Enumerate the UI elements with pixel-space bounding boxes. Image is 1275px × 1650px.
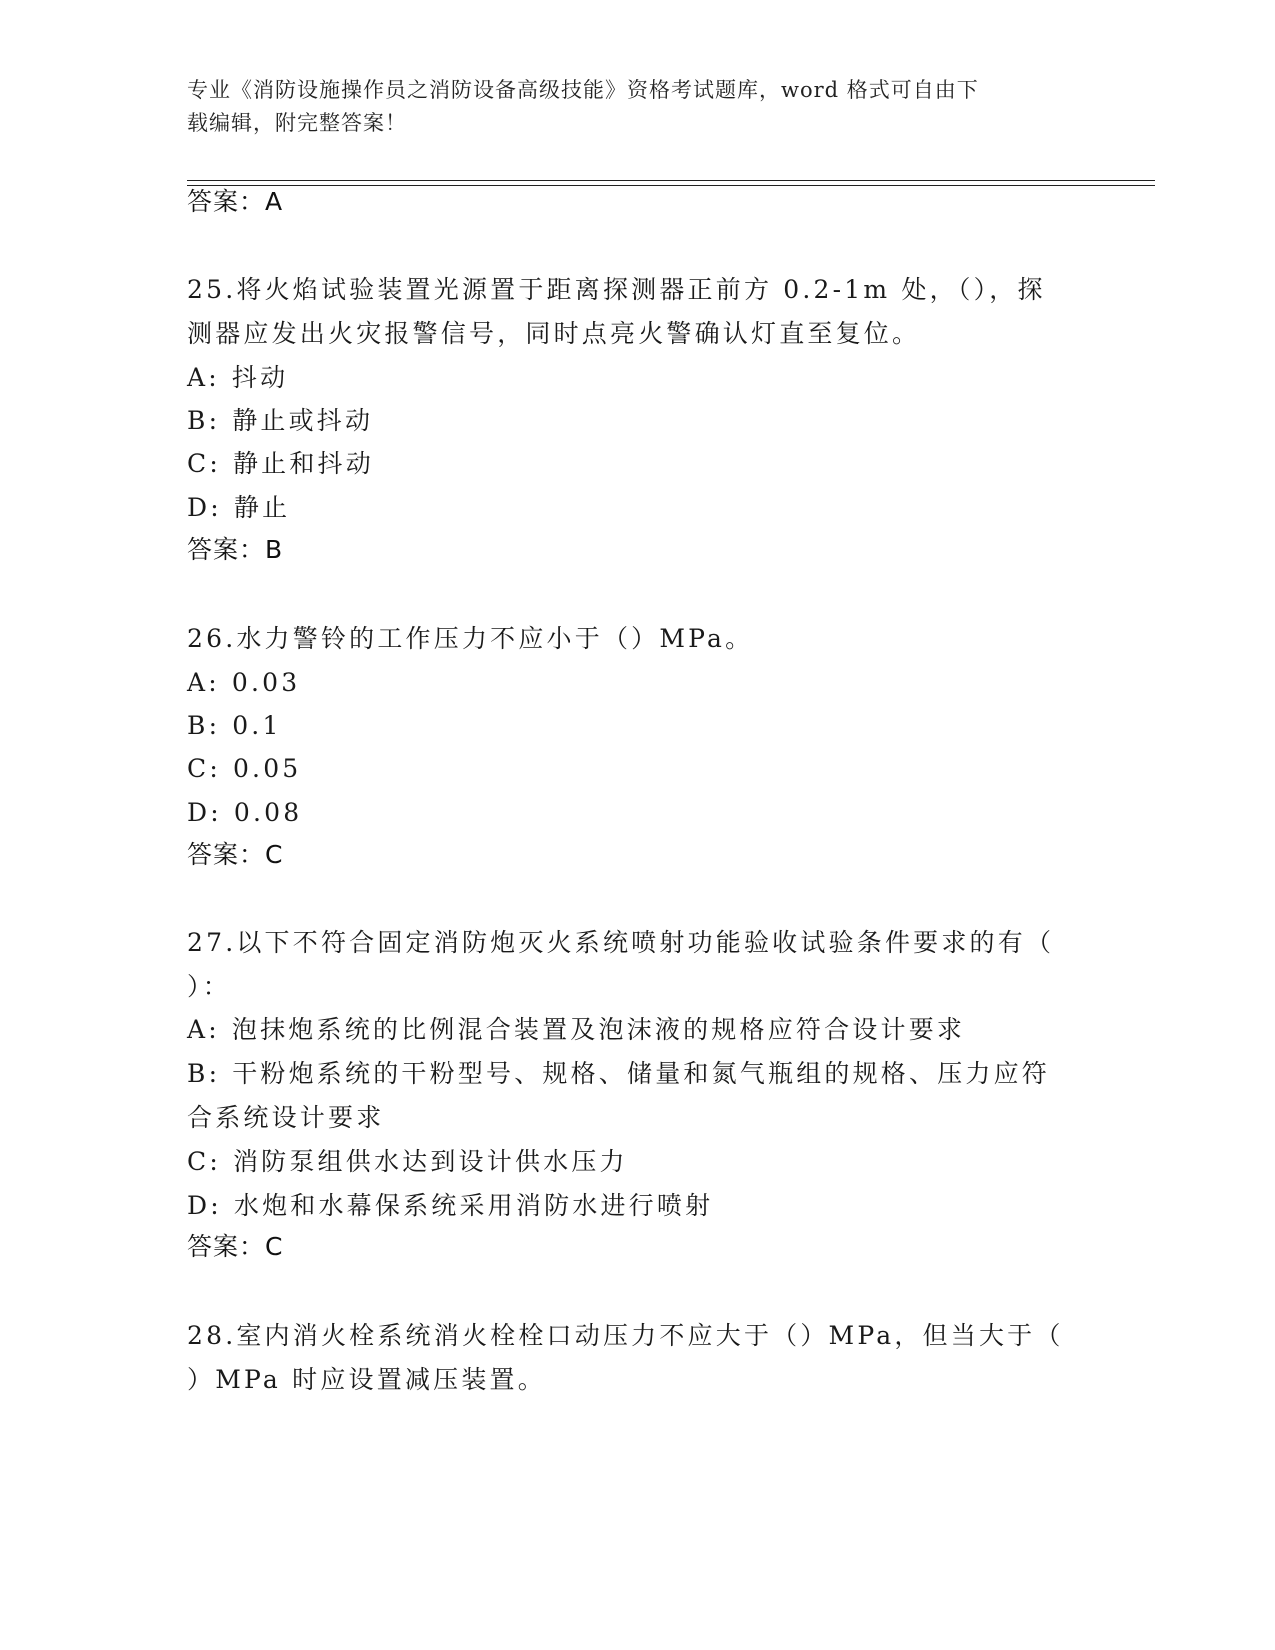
option-letter: B: <box>187 711 221 740</box>
option-letter: C: <box>187 754 221 783</box>
question-28-line-2: ）MPa 时应设置减压装置。 <box>187 1365 546 1394</box>
option-letter: A: <box>187 1015 220 1044</box>
question-26-option-a <box>187 660 1077 705</box>
question-27-option-b <box>187 1051 1077 1096</box>
option-text: 静止和抖动 <box>232 449 374 478</box>
option-letter: A: <box>187 668 220 697</box>
option-text: 水炮和水幕保系统采用消防水进行喷射 <box>233 1191 714 1220</box>
page-header <box>187 74 1087 140</box>
answer-27: 答案：C <box>187 1232 284 1261</box>
question-25-line-2: 测器应发出火灾报警信号，同时点亮火警确认灯直至复位。 <box>187 319 921 348</box>
question-26-option-d <box>187 790 1077 835</box>
answer-prev: 答案：A <box>187 187 284 216</box>
question-27-option-c <box>187 1139 1077 1184</box>
option-text: 0.05 <box>232 754 302 783</box>
question-25-option-a <box>187 355 1077 400</box>
question-25-option-b <box>187 398 1077 443</box>
option-text: 合系统设计要求 <box>187 1103 385 1132</box>
answer-25: 答案：B <box>187 535 284 564</box>
option-letter: B: <box>187 1059 221 1088</box>
question-27-option-b-continued <box>187 1095 1077 1140</box>
question-25-option-d <box>187 485 1077 530</box>
option-letter: C: <box>187 1147 221 1176</box>
question-25-line-1: 25.将火焰试验装置光源置于距离探测器正前方 0.2-1m 处，（），探 <box>187 275 1046 304</box>
option-letter: D: <box>187 1191 222 1220</box>
question-28-line-1: 28.室内消火栓系统消火栓栓口动压力不应大于（）MPa，但当大于（ <box>187 1321 1064 1350</box>
option-text: 静止或抖动 <box>232 406 374 435</box>
option-text: 消防泵组供水达到设计供水压力 <box>232 1147 628 1176</box>
header-divider <box>187 180 1155 186</box>
option-text: 0.08 <box>233 798 303 827</box>
header-line-2: 载编辑，附完整答案！ <box>187 111 407 135</box>
header-line-1: 专业《消防设施操作员之消防设备高级技能》资格考试题库，word 格式可自由下 <box>187 78 979 102</box>
option-text: 0.03 <box>231 668 301 697</box>
question-26-option-c <box>187 746 1077 791</box>
question-25-option-c <box>187 441 1077 486</box>
option-text: 静止 <box>233 493 291 522</box>
option-letter: D: <box>187 798 222 827</box>
answer-26: 答案：C <box>187 840 284 869</box>
option-text: 泡抹炮系统的比例混合装置及泡沫液的规格应符合设计要求 <box>231 1015 966 1044</box>
question-26-line-1: 26.水力警铃的工作压力不应小于（）MPa。 <box>187 624 754 653</box>
option-letter: C: <box>187 449 221 478</box>
option-text: 0.1 <box>232 711 282 740</box>
option-text: 抖动 <box>231 363 289 392</box>
question-27-line-2: ）： <box>187 972 231 1001</box>
option-letter: B: <box>187 406 221 435</box>
option-letter: A: <box>187 363 220 392</box>
question-26-option-b <box>187 703 1077 748</box>
question-27-line-1: 27.以下不符合固定消防炮灭火系统喷射功能验收试验条件要求的有（ <box>187 928 1055 957</box>
option-text: 干粉炮系统的干粉型号、规格、储量和氮气瓶组的规格、压力应符 <box>232 1059 1051 1088</box>
question-27-option-d <box>187 1183 1077 1228</box>
option-letter: D: <box>187 493 222 522</box>
question-27-option-a <box>187 1007 1077 1052</box>
